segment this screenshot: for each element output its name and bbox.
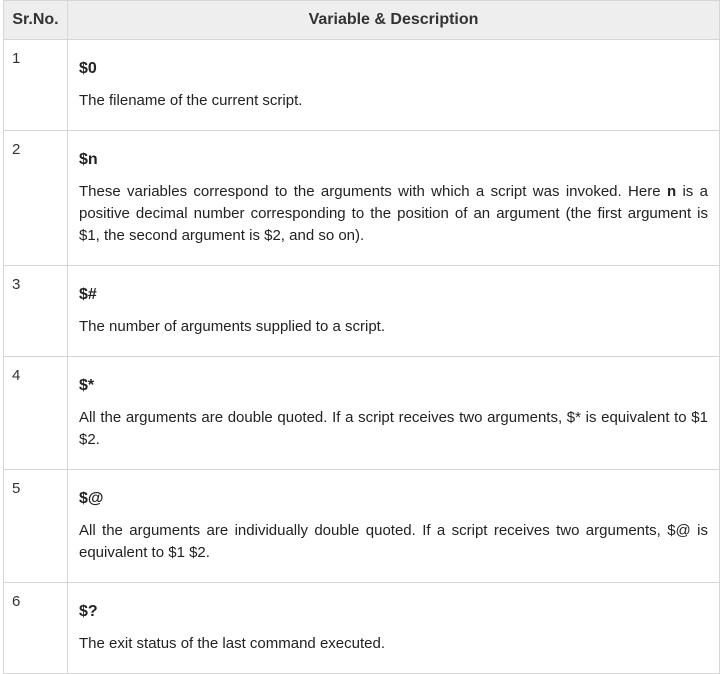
table-row (4, 583, 720, 674)
row-description-cell (68, 470, 720, 583)
header-variable-description: Variable & Description (68, 1, 720, 40)
description-text-post: is a positive decimal number corresponding to the position of an argument (the first argument is $1, the second argument is $2, and so on). (79, 183, 709, 244)
row-number: 4 (4, 357, 68, 470)
row-description-cell (68, 266, 720, 357)
table-header-row (4, 1, 720, 40)
variable-description: All the arguments are double quoted. If a script receives two arguments, $* is equivalent to $1 $2. (79, 409, 708, 448)
variable-name: $0 (79, 60, 97, 77)
table-row (4, 40, 720, 131)
row-number: 3 (4, 266, 68, 357)
variable-description: The filename of the current script. (79, 92, 303, 109)
variable-name: $* (79, 377, 95, 394)
header-sr-no: Sr.No. (4, 1, 68, 40)
description-text-bold: n (666, 183, 677, 200)
table-row (4, 266, 720, 357)
row-number: 1 (4, 40, 68, 131)
description-text-pre: These variables correspond to the arguments with which a script was invoked. Here (79, 183, 667, 200)
variable-name: $@ (79, 490, 104, 507)
row-number: 2 (4, 131, 68, 266)
variable-description (79, 181, 708, 247)
special-variables-table (3, 0, 720, 674)
variable-description: All the arguments are individually double quoted. If a script receives two arguments, $@ is equivalent to $1 $2. (79, 522, 708, 561)
row-description-cell (68, 357, 720, 470)
table-row (4, 357, 720, 470)
variable-name: $? (79, 603, 98, 620)
row-description-cell (68, 40, 720, 131)
row-description-cell (68, 131, 720, 266)
variable-name: $# (79, 286, 97, 303)
row-number: 5 (4, 470, 68, 583)
row-description-cell (68, 583, 720, 674)
table-row (4, 131, 720, 266)
variable-description: The number of arguments supplied to a script. (79, 318, 385, 335)
variable-name: $n (79, 151, 98, 168)
variable-description: The exit status of the last command executed. (79, 635, 385, 652)
row-number: 6 (4, 583, 68, 674)
table-row (4, 470, 720, 583)
